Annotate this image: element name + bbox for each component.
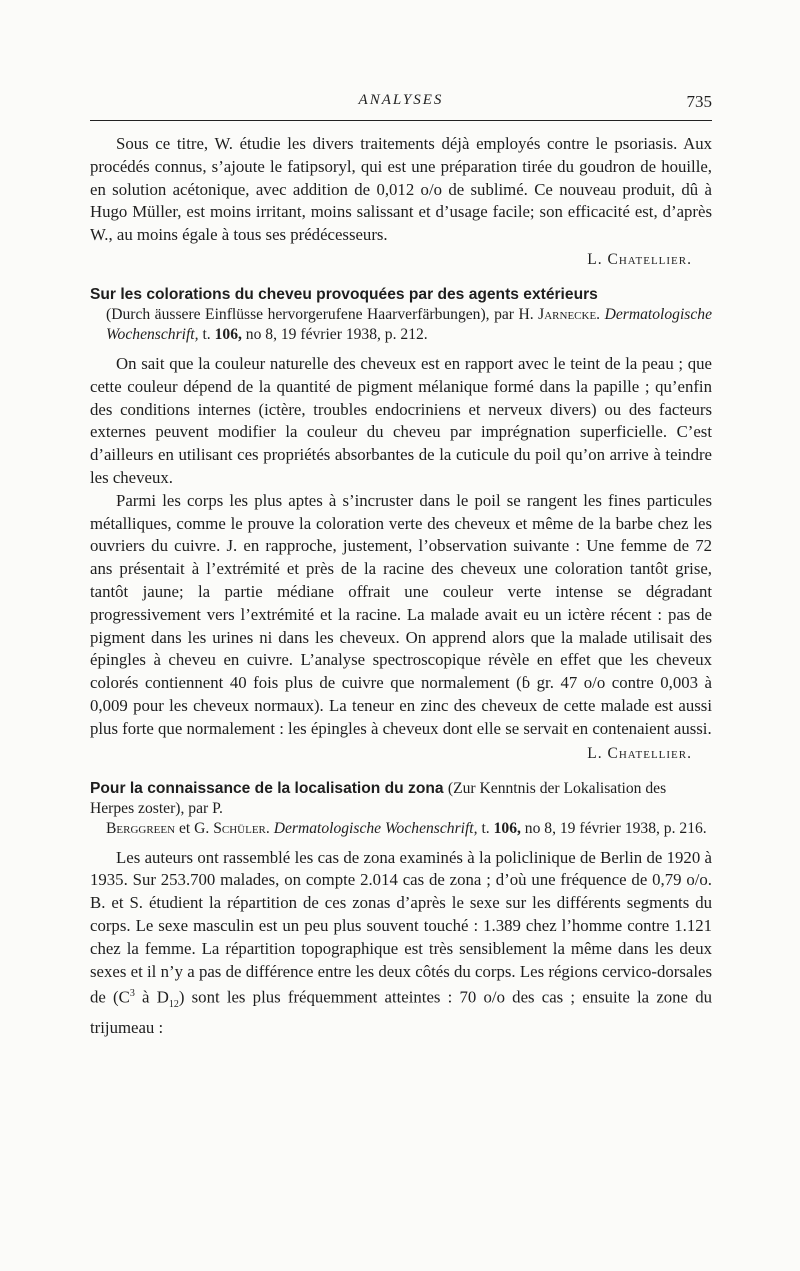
article2-citation bbox=[90, 305, 712, 345]
article1-signature: L. Chatellier. bbox=[587, 250, 692, 268]
article3-title-german: (Zur Kenntnis der Lokalisation des Herpes zoster), par P. bbox=[90, 779, 667, 817]
article3-author-1: Berggreen bbox=[106, 819, 176, 837]
article3-author-2: Schüler. bbox=[213, 819, 270, 837]
page-header bbox=[90, 92, 712, 114]
article3-paragraph-start: Les auteurs ont rassemblé les cas de zona examinés à la policlinique de Berlin de 1920 à 1935. Sur 253.700 malades, on compte 2.014 cas de zona ; d’où une fréquence de 0,79 o/o. B. et S. étudient la répartition de ces zonas d’après le sexe sur les différents segments du corps. Le sexe masculin est un peu plus souvent touché : 1.389 chez l’homme contre 1.121 chez la femme. La répartition topographique est très sensiblement la même dans les deux sexes et il n’y a pas de différence entre les deux côtés du corps. Les régions cervico-dorsales de (C bbox=[90, 847, 712, 1007]
article2-volume: 106, bbox=[214, 325, 242, 343]
article2-paragraph-1: On sait que la couleur naturelle des cheveux est en rapport avec le teint de la peau ; que cette couleur dépend de la quantité de pigment mélanique formé dans la papille ; qu’enfin des conditions internes (ictère, troubles endocriniens et nerveux divers) ou des facteurs externes peuvent modifier la couleur du cheveu par imprégnation superficielle. C’est d’ailleurs en utilisant ces propriétés absorbantes de la cuticule du poil qu’on arrive à teindre les cheveux. bbox=[90, 353, 712, 487]
article3-author-join: et G. bbox=[178, 819, 210, 837]
article3-paragraph-end: ) sont les plus fréquemment atteintes : 70 o/o des cas ; ensuite la zone du trijumeau : bbox=[90, 987, 712, 1038]
article3-paragraph bbox=[90, 847, 712, 1040]
article2-title: Sur les colorations du cheveu provoquées par des agents extérieurs bbox=[90, 285, 598, 303]
article3-paragraph-mid: à D bbox=[134, 987, 169, 1007]
article2-signature: L. Chatellier. bbox=[587, 744, 692, 762]
article3-c-superscript: 3 bbox=[129, 988, 135, 1000]
article3-citation-rest: no 8, 19 février 1938, p. 216. bbox=[524, 819, 707, 837]
article3-volume: 106, bbox=[493, 819, 521, 837]
article2-citation-rest: no 8, 19 février 1938, p. 212. bbox=[245, 325, 428, 343]
running-head: ANALYSES bbox=[358, 92, 444, 108]
article3-citation bbox=[90, 819, 712, 839]
article2-journal: Dermatologische Wochenschrift, bbox=[106, 305, 712, 343]
article2-paragraph-2: Parmi les corps les plus aptes à s’incruster dans le poil se rangent les fines particules métalliques, comme le prouve la coloration verte des cheveux et même de la barbe chez les ouvriers du cuivre. J. en rapproche, justement, l’observation suivante : Une femme de 72 ans présentait à l’extrémité et près de la racine des cheveux une coloration tantôt grise, tantôt jaune; la partie médiane offrait une couleur verte intense se dégradant progressivement vers l’extrémité et la racine. La malade avait eu un ictère récent : pas de pigment dans les urines ni dans les cheveux. On apprend alors que la malade utilisait des épingles à cheveu en cuivre. L’analyse spectroscopique révèle en effet que les cheveux colorés contiennent 40 fois plus de cuivre que normalement (ɓ gr. 47 o/o contre 0,003 à 0,009 pour les cheveux normaux). La teneur en zinc des cheveux de cette malade est aussi plus forte que normalement : les épingles à cheveux dont elle se servait en contenaient aussi. bbox=[90, 490, 712, 738]
page bbox=[90, 92, 712, 1040]
article3-heading bbox=[90, 779, 712, 819]
article1-body: Sous ce titre, W. étudie les divers traitements déjà employés contre le psoriasis. Aux procédés connus, s’ajoute le fatipsoryl, qui est une préparation tirée du goudron de houille, en solution acétonique, avec addition de 0,012 o/o de sublimé. Ce nouveau produit, dû à Hugo Müller, est moins irritant, moins salissant et d’usage facile; son efficacité est, d’après W., au moins égale à tous ses prédécesseurs. bbox=[90, 134, 712, 245]
article2-citation-prefix: (Durch äussere Einflüsse hervorgerufene Haarverfärbungen), par H. bbox=[106, 305, 534, 323]
article3-title: Pour la connaissance de la localisation du zona bbox=[90, 779, 444, 797]
article3-d-subscript: 12 bbox=[168, 999, 179, 1011]
page-number: 735 bbox=[686, 92, 712, 111]
article2-tome: t. bbox=[202, 325, 211, 343]
header-rule bbox=[90, 120, 712, 121]
article2-author: Jarnecke. bbox=[538, 305, 601, 323]
article2-heading bbox=[90, 285, 712, 305]
article3-tome: t. bbox=[481, 819, 490, 837]
article3-journal: Dermatologische Wochenschrift, bbox=[273, 819, 478, 837]
